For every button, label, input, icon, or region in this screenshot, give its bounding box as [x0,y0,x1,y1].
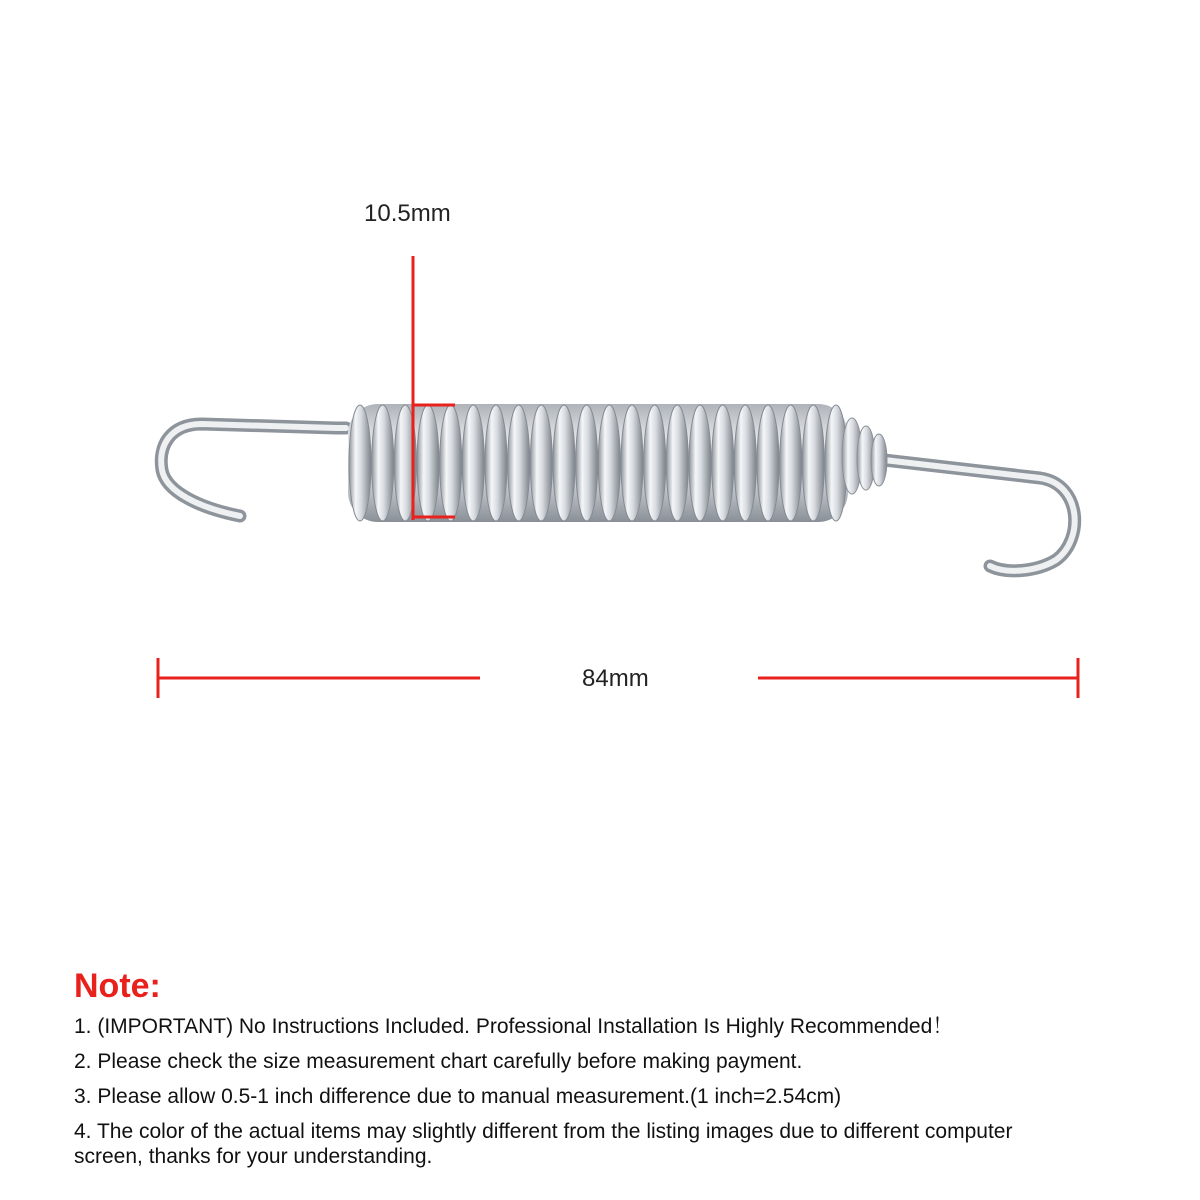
spring-coil [485,405,507,521]
spring-coil [417,405,439,521]
spring-coil [508,405,530,521]
note-item-3: 3. Please allow 0.5-1 inch difference due to manual measurement.(1 inch=2.54cm) [74,1085,842,1108]
spring-coil [462,405,484,521]
spring-coil [734,405,756,521]
spring-coil [644,405,666,521]
diameter-label: 10.5mm [364,200,451,227]
note-title: Note: [74,967,161,1005]
note-section [74,966,1184,1179]
note-item-1: 1. (IMPORTANT) No Instructions Included. Professional Installation Is Highly Recommended！ [74,1015,954,1038]
spring-coil [440,405,462,521]
spring-coil [689,405,711,521]
spring-coil [598,405,620,521]
spring-coil [372,405,394,521]
length-label: 84mm [582,665,649,692]
spring-coil [576,405,598,521]
spring-coil [666,405,688,521]
spring-coil [802,405,824,521]
note-item-2: 2. Please check the size measurement chart carefully before making payment. [74,1050,803,1073]
spring-coil [349,405,371,521]
right-hook [884,460,1075,571]
spring-coils [348,404,848,522]
spring-coil [621,405,643,521]
left-hook [161,424,346,516]
spring-coil [757,405,779,521]
spring-coil [780,405,802,521]
spring-coil [553,405,575,521]
note-item-4: 4. The color of the actual items may slightly different from the listing images due to different computer screen, thanks for your understanding. [74,1120,1013,1168]
spring-coil [530,405,552,521]
spring-coil [712,405,734,521]
spring-tapered-end [842,418,887,494]
